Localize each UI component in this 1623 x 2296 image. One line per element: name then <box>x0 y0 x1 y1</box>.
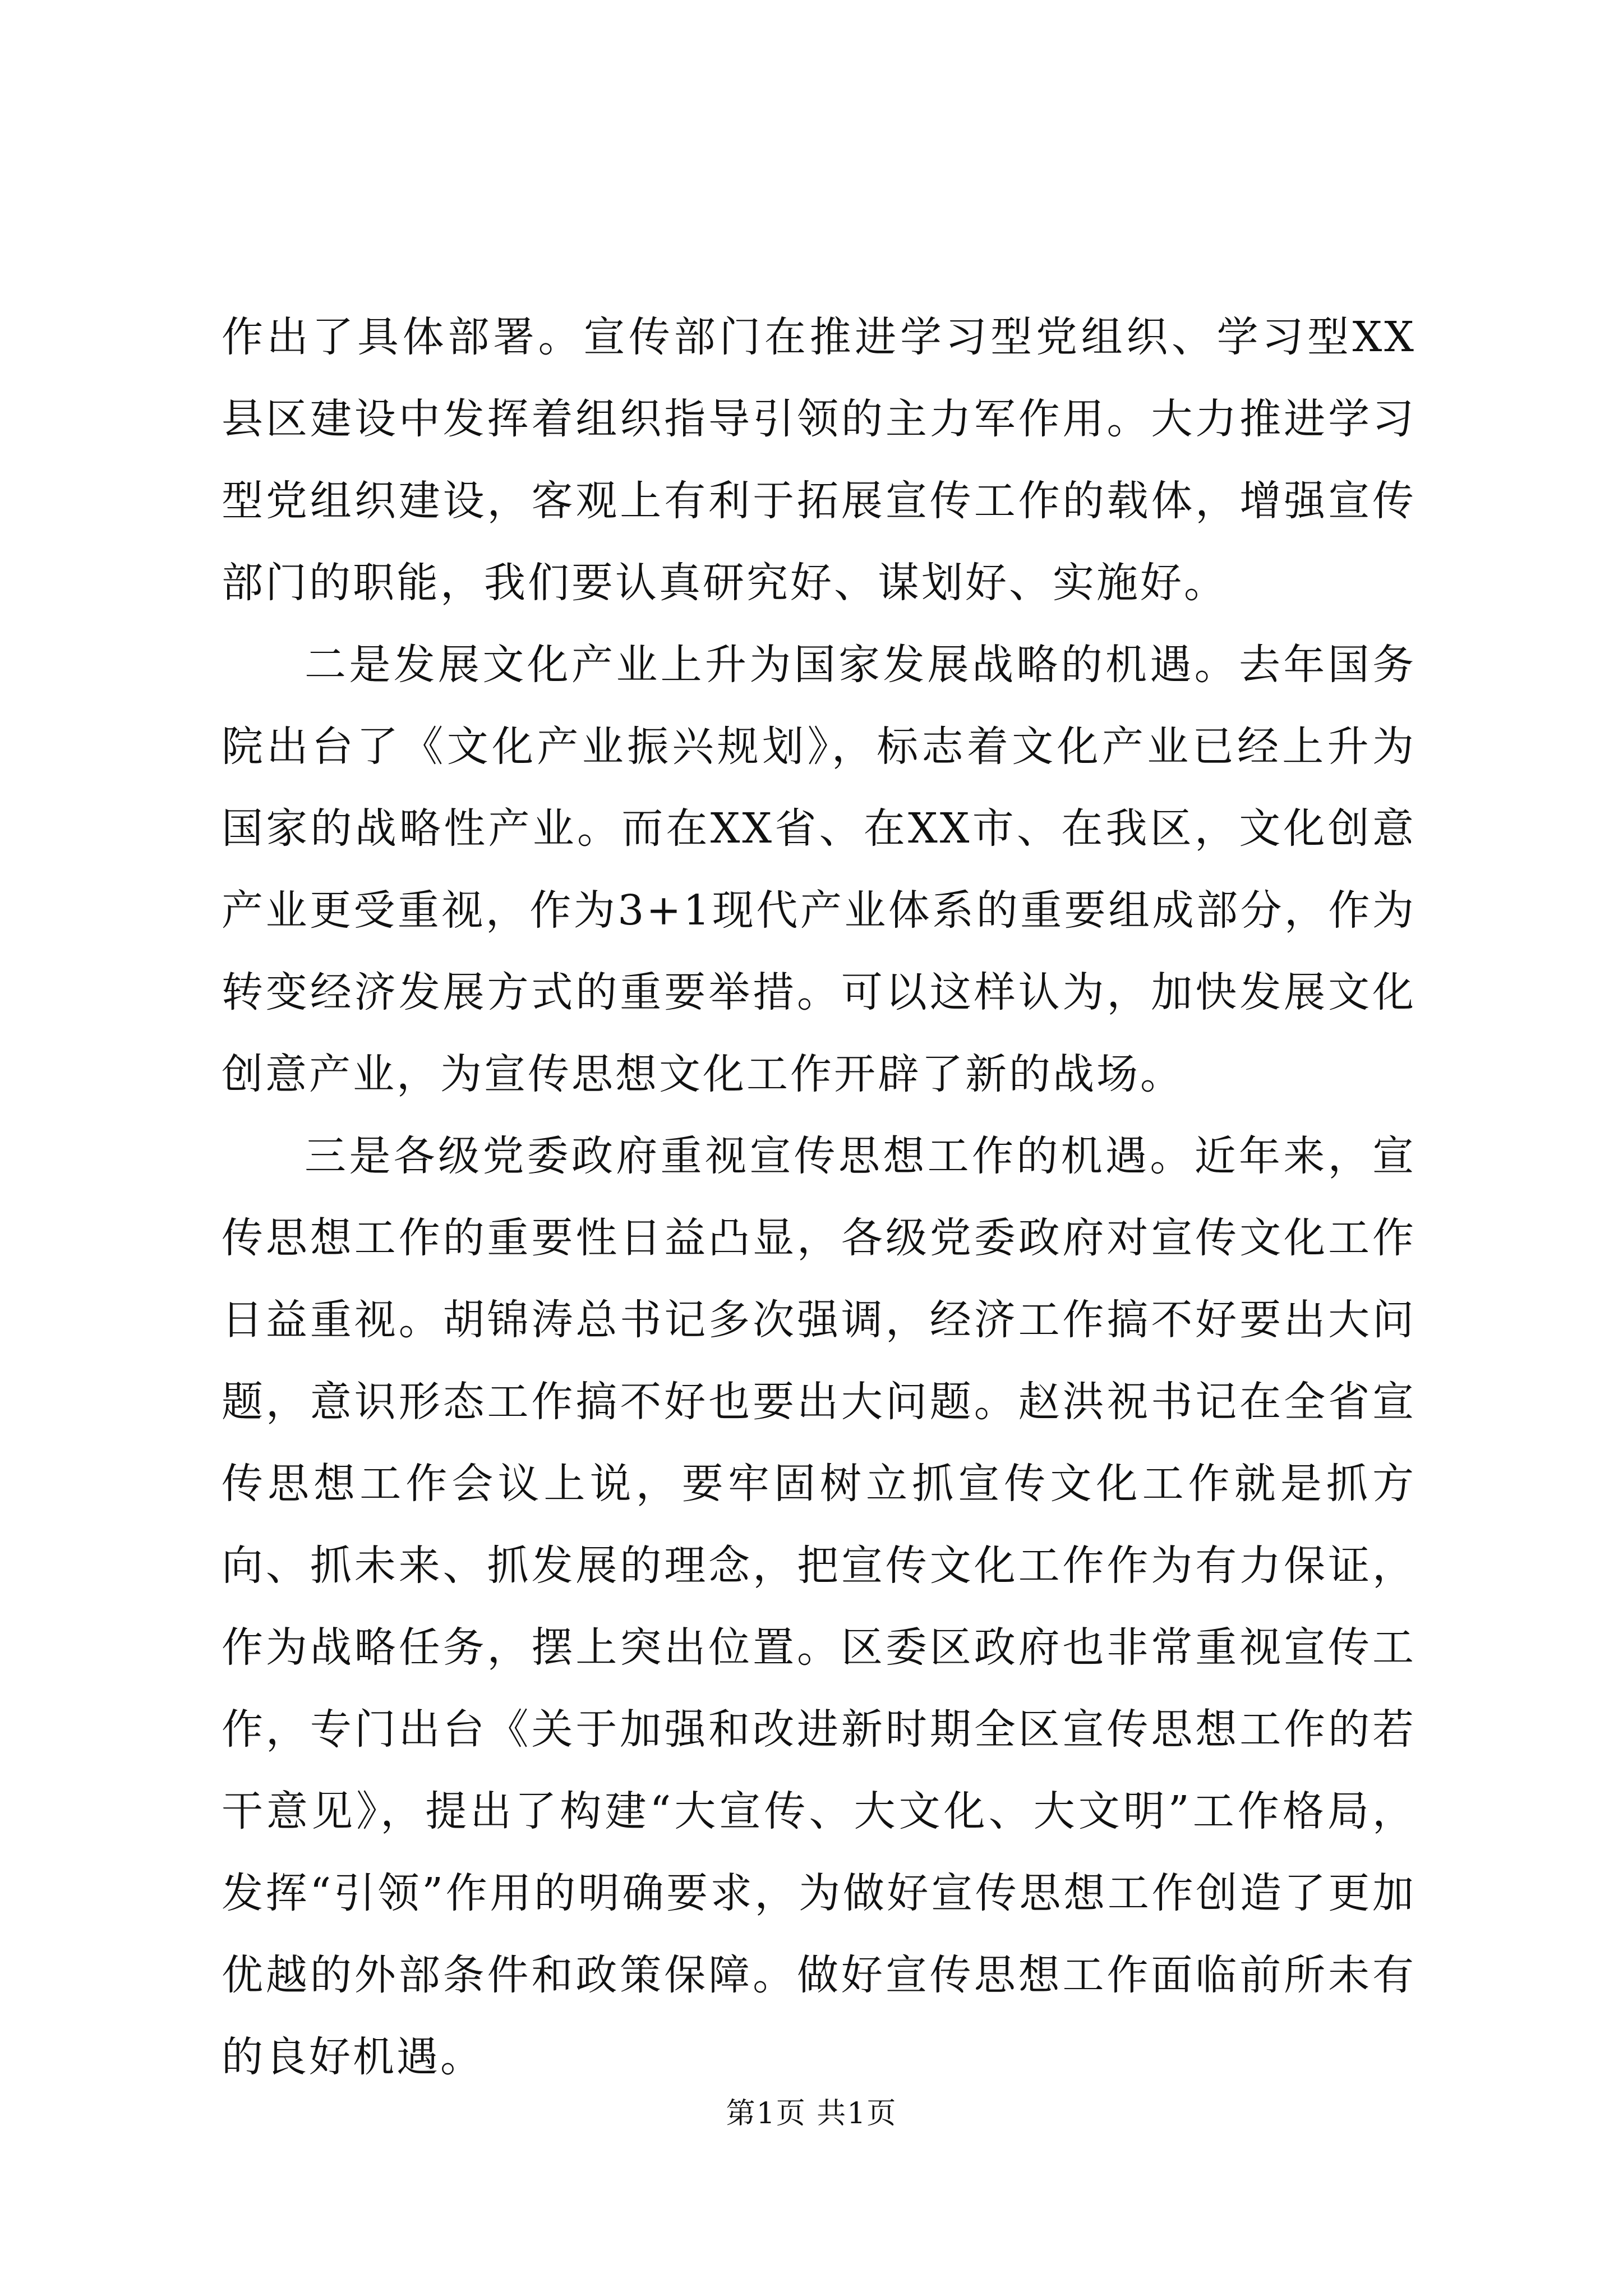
page-number-footer: 第1页 共1页 <box>726 2097 897 2131</box>
paragraph-opportunity-two: 二是发展文化产业上升为国家发展战略的机遇。去年国务院出台了《文化产业振兴规划》，标志着文化产业已经上升为国家的战略性产业。而在XX省、在XX市、在我区，文化创意产业更受重视，作为3+1现代产业体系的重要组成部分，作为转变经济发展方式的重要举措。可以这样认为，加快发展文化创意产业，为宣传思想文化工作开辟了新的战场。 <box>222 641 1416 1098</box>
paragraph-opportunity-three: 三是各级党委政府重视宣传思想工作的机遇。近年来，宣传思想工作的重要性日益凸显，各级党委政府对宣传文化工作日益重视。胡锦涛总书记多次强调，经济工作搞不好要出大问题，意识形态工作搞不好也要出大问题。赵洪祝书记在全省宣传思想工作会议上说，要牢固树立抓宣传文化工作就是抓方向、抓未来、抓发展的理念，把宣传文化工作作为有力保证，作为战略任务，摆上突出位置。区委区政府也非常重视宣传工作，专门出台《关于加强和改进新时期全区宣传思想工作的若干意见》，提出了构建“大宣传、大文化、大文明”工作格局，发挥“引领”作用的明确要求，为做好宣传思想工作创造了更加优越的外部条件和政策保障。做好宣传思想工作面临前所未有的良好机遇。 <box>222 1132 1416 2081</box>
document-body <box>222 296 1416 2098</box>
paragraph-continuation: 作出了具体部署。宣传部门在推进学习型党组织、学习型XX县区建设中发挥着组织指导引领的主力军作用。大力推进学习型党组织建设，客观上有利于拓展宣传工作的载体，增强宣传部门的职能，我们要认真研究好、谋划好、实施好。 <box>222 313 1416 607</box>
